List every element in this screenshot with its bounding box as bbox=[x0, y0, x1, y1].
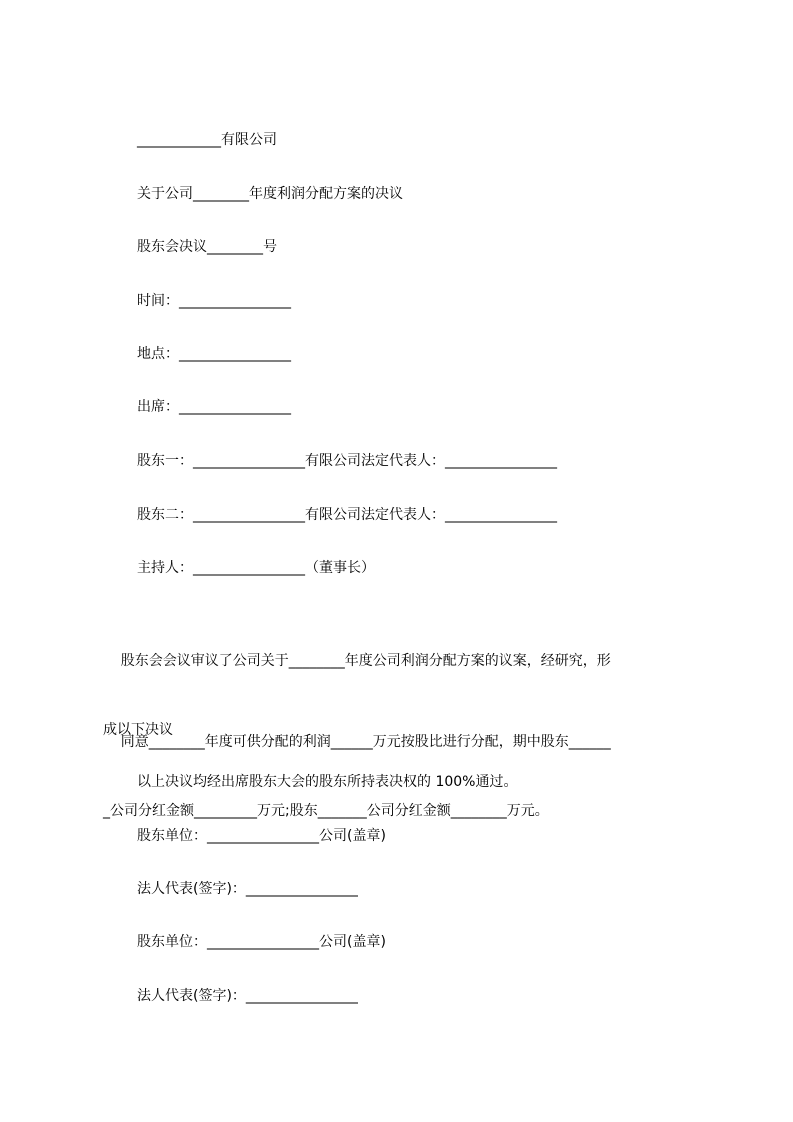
legal-representative-1: 法人代表(签字)：________________ bbox=[137, 881, 358, 897]
shareholder-unit-1: 股东单位：________________公司(盖章) bbox=[137, 828, 386, 844]
resolution-number: 股东会决议________号 bbox=[137, 239, 277, 255]
meeting-time: 时间：________________ bbox=[137, 293, 291, 309]
meeting-location: 地点：________________ bbox=[137, 346, 291, 362]
company-line: ____________有限公司 bbox=[137, 132, 277, 148]
meeting-attendance: 出席：________________ bbox=[137, 399, 291, 415]
review-paragraph-line2: 成以下决议 bbox=[103, 722, 173, 738]
shareholder-two: 股东二：________________有限公司法定代表人：________________ bbox=[137, 507, 557, 523]
agreement-paragraph-line1: 同意________年度可供分配的利润______万元按股比进行分配，期中股东______ bbox=[103, 734, 611, 750]
legal-representative-2: 法人代表(签字)：________________ bbox=[137, 988, 358, 1004]
shareholder-unit-2: 股东单位：________________公司(盖章) bbox=[137, 934, 386, 950]
meeting-host: 主持人：________________（董事长） bbox=[137, 560, 375, 576]
agreement-paragraph-line2: _公司分红金额_________万元;股东_______公司分红金额________万元。 bbox=[103, 803, 549, 819]
shareholder-one: 股东一：________________有限公司法定代表人：________________ bbox=[137, 453, 557, 469]
review-paragraph-line1: 股东会会议审议了公司关于________年度公司利润分配方案的议案，经研究，形 bbox=[103, 653, 611, 669]
resolution-title: 关于公司________年度利润分配方案的决议 bbox=[137, 186, 403, 202]
passed-statement: 以上决议均经出席股东大会的股东所持表决权的 100%通过。 bbox=[137, 774, 518, 790]
